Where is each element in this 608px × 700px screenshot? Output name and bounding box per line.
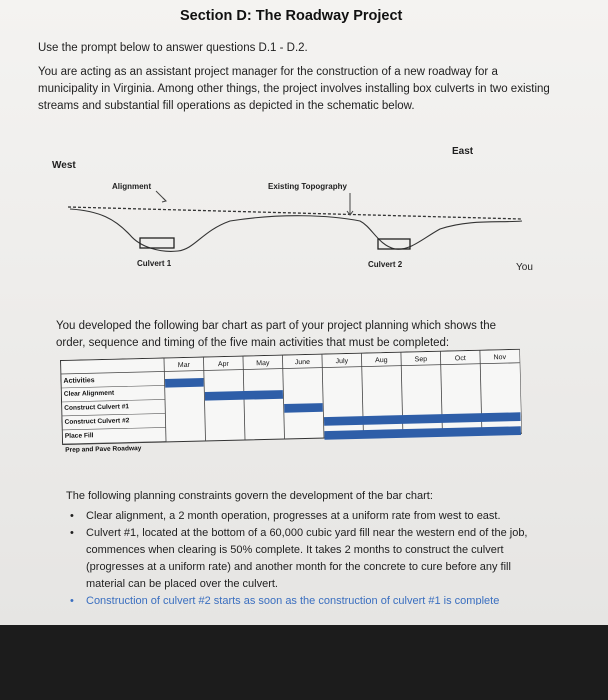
gantt-activity-label: Clear Alignment [63, 389, 115, 398]
existing-topography-line [70, 209, 522, 251]
gantt-month-label: Apr [217, 360, 229, 369]
barchart-intro-paragraph: You developed the following bar chart as part of your project planning which shows the order, sequence and timing of the five main activities that must be completed: [56, 320, 497, 349]
gantt-activity-label: Construct Culvert #2 [64, 417, 130, 426]
gantt-activity-label: Prep and Pave Roadway [65, 445, 142, 454]
label-east: East [452, 146, 474, 157]
gantt-month-label: June [294, 358, 311, 367]
constraints-heading: The following planning constraints govern the development of the bar chart: [66, 490, 433, 502]
gantt-month-label: Oct [454, 355, 466, 363]
gantt-header-label: Activities [63, 377, 95, 385]
gantt-activity-label: Place Fill [64, 432, 94, 440]
label-west: West [52, 160, 76, 171]
gantt-month-label: Nov [493, 354, 507, 362]
label-culvert-1: Culvert 1 [137, 259, 172, 268]
gantt-chart-wrapper [60, 349, 523, 469]
label-you: You [516, 262, 533, 273]
constraint-item: • Construction of culvert #2 starts as soon as the construction of culvert #1 is complete [66, 593, 546, 605]
gantt-month-label: Sep [414, 356, 428, 364]
alignment-line [68, 207, 522, 219]
dark-background [0, 625, 608, 700]
prompt-line: Use the prompt below to answer questions D.1 - D.2. [38, 42, 308, 54]
gantt-bar [284, 403, 323, 413]
label-alignment: Alignment [112, 182, 152, 191]
gantt-month-label: Mar [177, 361, 191, 370]
section-title: Section D: The Roadway Project [180, 8, 403, 24]
gantt-month-label: Aug [375, 356, 388, 365]
gantt-bar [165, 378, 204, 388]
scenario-paragraph: You are acting as an assistant project manager for the construction of a new roadway for a municipality in Virginia. Among other things, the project involves installing box culverts in two existing streams and substantial fill operations as depicted in the schematic below. [38, 66, 550, 112]
gantt-month-label: May [256, 359, 270, 368]
gantt-chart [60, 349, 522, 464]
culvert-2-box [378, 239, 410, 249]
label-existing-topography: Existing Topography [268, 182, 347, 191]
constraint-item: • Culvert #1, located at the bottom of a 60,000 cubic yard fill near the western end of the job, commences when clearing is 50% complete. It takes 2 months to construct the culvert (progresses at a uniform rate) and another month for the concrete to cure before any fill material can be placed over the culvert. [66, 525, 546, 593]
gantt-month-label: July [335, 357, 349, 366]
label-culvert-2: Culvert 2 [368, 260, 403, 269]
gantt-activity-label: Construct Culvert #1 [64, 403, 130, 412]
roadway-schematic [60, 185, 530, 265]
constraint-item: • Clear alignment, a 2 month operation, progresses at a uniform rate from west to east. [66, 508, 546, 525]
constraints-list [66, 508, 546, 605]
